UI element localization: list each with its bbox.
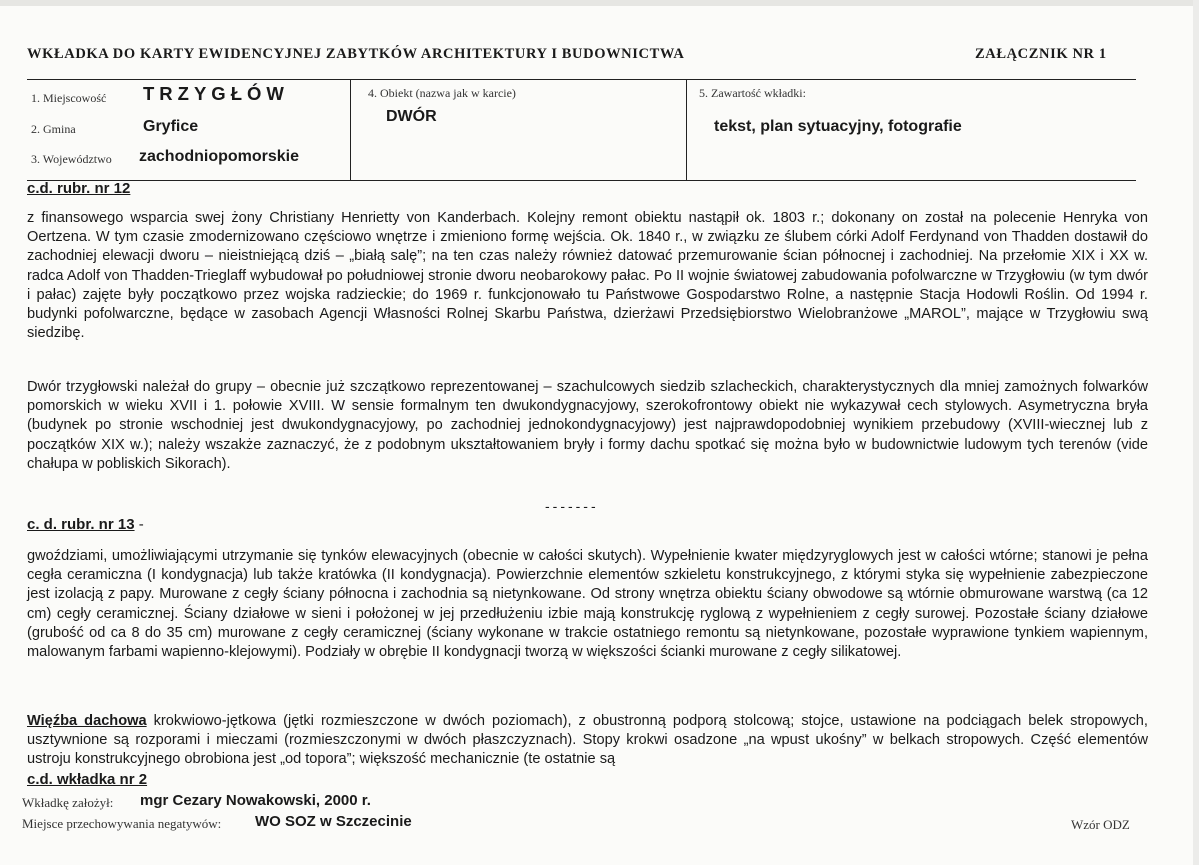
continuation-note: c.d. wkładka nr 2 xyxy=(27,771,148,788)
voivodeship-value: zachodniopomorskie xyxy=(139,148,300,165)
author-label: Wkładkę założył: xyxy=(22,795,114,810)
form-divider-1 xyxy=(350,79,351,180)
scan-edge-right xyxy=(1193,0,1199,865)
section13-heading-dash: - xyxy=(134,516,144,533)
section12-paragraph-2: Dwór trzygłowski należał do grupy – obecnie już szczątkowo reprezentowanej – szachulcowych siedzib szlacheckich, charakterystycznych dla mniej zamożnych folwarków pomorskich w wieku XVII i 1. połowie XVIII. W sensie formalnym ten dwukondygnacyjowy, szerokofrontowy obiekt nie wykazywał cech stylowych. Asymetryczna bryła (budynek po stronie wschodniej jest dwukondygnacyjowy, po zachodniej jednokondygnacyjowy) jest najprawdopodobniej wynikiem przebudowy (XVIII-wiecznej lub z początków XIX w.); należy wszakże zaznaczyć, że z podobnym ukształtowaniem bryły i formy dachu spotkać się można było w budownictwie ludowym tych terenów (vide chałupa w pobliskich Sikorach). xyxy=(27,379,1148,472)
scan-edge-top xyxy=(0,0,1199,6)
contents-label: 5. Zawartość wkładki: xyxy=(699,86,806,100)
template-mark: Wzór ODZ xyxy=(1071,817,1130,832)
commune-label: 2. Gmina xyxy=(31,122,76,136)
form-bottom-border xyxy=(27,180,1136,181)
form-top-border xyxy=(27,79,1136,80)
storage-label: Miejsce przechowywania negatywów: xyxy=(22,816,222,831)
storage-value: WO SOZ w Szczecinie xyxy=(255,813,412,830)
form-divider-2 xyxy=(686,79,687,180)
section13-roof-paragraph xyxy=(27,712,1148,770)
contents-value: tekst, plan sytuacyjny, fotografie xyxy=(714,118,962,135)
locality-label: 1. Miejscowość xyxy=(31,91,107,105)
section13-heading: c. d. rubr. nr 13 xyxy=(27,516,135,533)
section13-heading-row xyxy=(27,516,144,533)
section12-heading: c.d. rubr. nr 12 xyxy=(27,180,131,197)
annex-number: ZAŁĄCZNIK NR 1 xyxy=(975,46,1107,62)
object-value: DWÓR xyxy=(386,108,437,125)
document-title: WKŁADKA DO KARTY EWIDENCYJNEJ ZABYTKÓW ARCHITEKTURY I BUDOWNICTWA xyxy=(27,46,685,62)
voivodeship-label: 3. Województwo xyxy=(31,152,112,166)
roof-truss-text: krokwiowo-jętkowa (jętki rozmieszczone w dwóch poziomach), z obustronną podporą stolcową; stojce, ustawione na podciągach belek stropowych, usztywnione są rozporami i mieczami (rozmieszczonymi w dwóch płaszczyznach). Stopy krokwi osadzone „na wpust ukośny” w belkach stropowych. Część elementów ustroju konstrukcyjnego obrobiona jest „od topora”; większość mechanicznie (te ostatnie są xyxy=(27,713,1148,768)
section12-paragraph-1: z finansowego wsparcia swej żony Christiany Henrietty von Kanderbach. Kolejny remont obiektu nastąpił ok. 1803 r.; dokonany on został na polecenie Henryka von Oertzena. W tym czasie zmodernizowano częściowo wnętrze i zmieniono formę wejścia. Ok. 1840 r., w związku ze ślubem córki Adolf Ferdynand von Thadden dostawił do zachodniej elewacji dworu – nieistniejącą dziś – „białą salę”; na ten czas należy również datować przemurowanie ścian północnej i zachodniej. Na przełomie XIX i XX w. radca Adolf von Thadden-Trieglaff wybudował po południowej stronie dworu neobarokowy pałac. Po II wojnie światowej zabudowania pofolwarczne w Trzygłowiu (w tym dwór i pałac) zajęte były początkowo przez wojska radzieckie; do 1969 r. funkcjonowało tu Państwowe Gospodarstwo Rolne, a następnie Stacja Hodowli Roślin. Od 1994 r. budynki pofolwarczne, będące w zasobach Agencji Własności Rolnej Skarbu Państwa, dzierżawi Przedsiębiorstwo Wielobranżowe „MAROL”, mające w Trzygłowiu swą siedzibę. xyxy=(27,210,1148,342)
section-separator: ------- xyxy=(545,498,599,514)
locality-value: TRZYGŁÓW xyxy=(143,83,289,104)
author-value: mgr Cezary Nowakowski, 2000 r. xyxy=(140,792,371,809)
commune-value: Gryfice xyxy=(143,118,199,135)
section13-paragraph-1: gwoździami, umożliwiającymi utrzymanie się tynków elewacyjnych (obecnie w całości skutych). Wypełnienie kwater międzyryglowych jest w całości wtórne; stanowi je pełna cegła ceramiczna (I kondygnacja) lub także kratówka (II kondygnacja). Powierzchnie elementów szkieletu konstrukcyjnego, z którymi styka się wypełnienie zabezpieczone jest izolacją z papy. Murowane z cegły ściany północna i zachodnia są nietynkowane. Od strony wnętrza obiektu ściany obwodowe są wtórnie obmurowane warstwą (ca 12 cm) cegły ceramicznej. Ściany działowe w sieni i położonej w jej przedłużeniu izbie mają konstrukcję ryglową z wypełnieniem z cegły surowej. Pozostałe ściany działowe (grubość od ca 8 do 35 cm) murowane z cegły ceramicznej (ściany wykonane w trakcie ostatniego remontu są nietynkowane, pozostałe wyprawione tynkiem wapiennym, malowanym farbami wapienno-klejowymi). Podziały w obrębie II kondygnacji tworzą w większości ścianki murowane z cegły silikatowej. xyxy=(27,548,1148,661)
object-label: 4. Obiekt (nazwa jak w karcie) xyxy=(368,86,516,100)
roof-truss-lead: Więźba dachowa xyxy=(27,713,147,729)
